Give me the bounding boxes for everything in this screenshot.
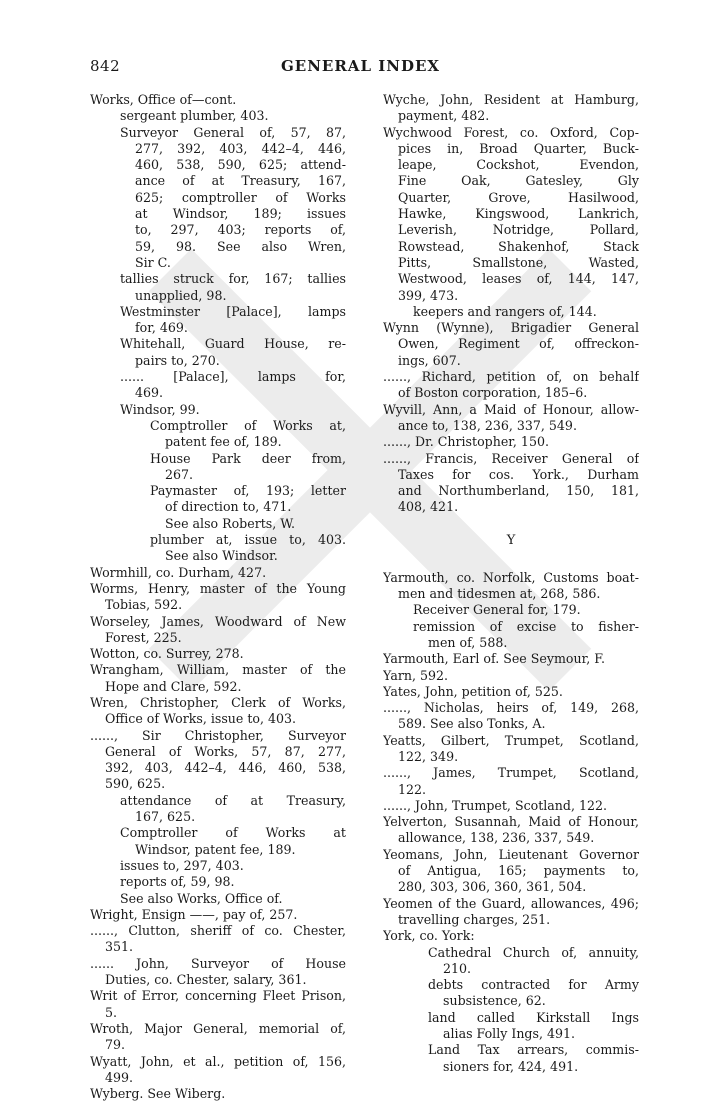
index-line: Surveyor General of, 57, 87, <box>120 124 346 140</box>
index-line: 460, 538, 590, 625; attend- <box>135 157 346 173</box>
index-line: Pitts, Smallstone, Wasted, <box>398 254 639 270</box>
running-title: GENERAL INDEX <box>280 57 441 75</box>
index-line: Wroth, Major General, memorial of, <box>90 1020 346 1036</box>
index-line: ...... [Palace], lamps for, <box>120 369 346 385</box>
index-line: Wotton, co. Surrey, 278. <box>90 646 244 662</box>
index-line: subsistence, 62. <box>443 993 546 1009</box>
section-letter: Y <box>506 532 516 548</box>
index-line: 122. <box>398 781 427 797</box>
index-line: sergeant plumber, 403. <box>120 108 269 124</box>
index-line: men and tidesmen at, 268, 586. <box>398 586 601 602</box>
index-line: of direction to, 471. <box>165 499 292 515</box>
index-line: of Antigua, 165; payments to, <box>398 863 639 879</box>
index-line: Yelverton, Susannah, Maid of Honour, <box>383 814 639 830</box>
index-line: Wychwood Forest, co. Oxford, Cop- <box>383 124 639 140</box>
index-line: to, 297, 403; reports of, <box>135 222 346 238</box>
index-line: 399, 473. <box>398 287 459 303</box>
page-number: 842 <box>90 57 121 75</box>
index-line: ......, Sir Christopher, Surveyor <box>90 727 346 743</box>
index-line: Wren, Christopher, Clerk of Works, <box>90 694 346 710</box>
index-line: Quarter, Grove, Hasilwood, <box>398 189 639 205</box>
index-line: Comptroller of Works at, <box>150 417 346 433</box>
index-line: Windsor, 99. <box>120 401 200 417</box>
index-line: plumber at, issue to, 403. <box>150 532 346 548</box>
index-line: Wright, Ensign ——, pay of, 257. <box>90 906 298 922</box>
index-line: 625; comptroller of Works <box>135 189 346 205</box>
index-line: of Boston corporation, 185–6. <box>398 385 588 401</box>
index-line: at Windsor, 189; issues <box>135 206 346 222</box>
index-line: Hope and Clare, 592. <box>105 678 242 694</box>
index-entries-y <box>383 570 639 1075</box>
index-line: ......, Richard, petition of, on behalf <box>383 369 639 385</box>
index-line: Wyberg. See Wiberg. <box>90 1086 226 1102</box>
index-line: Yeomans, John, Lieutenant Governor <box>383 846 639 862</box>
index-line: Works, Office of—cont. <box>90 92 237 107</box>
index-line: General of Works, 57, 87, 277, <box>105 743 346 759</box>
index-line: Writ of Error, concerning Fleet Prison, <box>90 988 346 1004</box>
index-line: ......, Nicholas, heirs of, 149, 268, <box>383 700 639 716</box>
index-line: Paymaster of, 193; letter <box>150 483 346 499</box>
index-line: 79. <box>105 1037 126 1053</box>
index-line: debts contracted for Army <box>428 977 639 993</box>
index-line: allowance, 138, 236, 337, 549. <box>398 830 595 846</box>
index-line: Yeomen of the Guard, allowances, 496; <box>383 895 639 911</box>
index-line: ance of at Treasury, 167, <box>135 173 346 189</box>
index-line: ......, Francis, Receiver General of <box>383 450 639 466</box>
index-line: 408, 421. <box>398 499 459 515</box>
index-line: ......, Clutton, sheriff of co. Chester, <box>90 923 346 939</box>
index-line: Comptroller of Works at <box>120 825 346 841</box>
index-line: Westminster [Palace], lamps <box>120 303 346 319</box>
index-line: unapplied, 98. <box>135 287 227 303</box>
index-line: patent fee of, 189. <box>165 434 282 450</box>
index-line: House Park deer from, <box>150 450 346 466</box>
index-line: See also Works, Office of. <box>120 890 283 906</box>
index-line: ings, 607. <box>398 352 461 368</box>
index-line: Whitehall, Guard House, re- <box>120 336 346 352</box>
index-line: Forest, 225. <box>105 629 182 645</box>
index-line: 5. <box>105 1004 118 1020</box>
index-line: land called Kirkstall Ings <box>428 1009 639 1025</box>
index-line: 499. <box>105 1069 134 1085</box>
index-line: Office of Works, issue to, 403. <box>105 711 297 727</box>
index-line: payment, 482. <box>398 108 490 124</box>
index-line: Windsor, patent fee, 189. <box>135 841 296 857</box>
index-line: ......, Dr. Christopher, 150. <box>383 434 549 450</box>
index-line: See also Windsor. <box>165 548 278 564</box>
index-line: travelling charges, 251. <box>398 911 551 927</box>
index-line: 589. See also Tonks, A. <box>398 716 546 732</box>
index-line: Leverish, Notridge, Pollard, <box>398 222 639 238</box>
index-line: Cathedral Church of, annuity, <box>428 944 639 960</box>
index-line: 267. <box>165 466 194 482</box>
index-line: and Northumberland, 150, 181, <box>398 483 639 499</box>
index-line: 59, 98. See also Wren, <box>135 238 346 254</box>
index-line: Worseley, James, Woodward of New <box>90 613 346 629</box>
index-line: Tobias, 592. <box>105 597 183 613</box>
index-line: Taxes for cos. York., Durham <box>398 466 639 482</box>
index-line: attendance of at Treasury, <box>120 792 346 808</box>
index-line: Rowstead, Shakenhof, Stack <box>398 238 639 254</box>
index-line: ance to, 138, 236, 337, 549. <box>398 417 577 433</box>
index-column-right <box>383 92 639 1075</box>
index-line: 167, 625. <box>135 809 196 825</box>
index-line: keepers and rangers of, 144. <box>413 303 597 319</box>
index-line: 277, 392, 403, 442–4, 446, <box>135 140 346 156</box>
index-line: Westwood, leases of, 144, 147, <box>398 271 639 287</box>
index-line: ...... John, Surveyor of House <box>90 955 346 971</box>
index-line: for, 469. <box>135 320 188 336</box>
index-line: Owen, Regiment of, offreckon- <box>398 336 639 352</box>
index-line: Yates, John, petition of, 525. <box>383 683 563 699</box>
index-line: tallies struck for, 167; tallies <box>120 271 346 287</box>
index-line: Wrangham, William, master of the <box>90 662 346 678</box>
index-line: leape, Cockshot, Evendon, <box>398 157 639 173</box>
index-line: Land Tax arrears, commis- <box>428 1042 639 1058</box>
index-line: issues to, 297, 403. <box>120 857 244 873</box>
index-line: 122, 349. <box>398 748 459 764</box>
index-line: reports of, 59, 98. <box>120 874 235 890</box>
index-line: Yeatts, Gilbert, Trumpet, Scotland, <box>383 732 639 748</box>
index-line: Yarn, 592. <box>383 667 449 683</box>
index-column-left <box>90 92 346 1102</box>
index-line: See also Roberts, W. <box>165 515 295 531</box>
index-line: ......, James, Trumpet, Scotland, <box>383 765 639 781</box>
index-line: Fine Oak, Gatesley, Gly <box>398 173 639 189</box>
index-line: Yarmouth, co. Norfolk, Customs boat- <box>383 569 639 585</box>
index-line: 351. <box>105 939 134 955</box>
index-line: Sir C. <box>135 254 171 270</box>
index-line: Yarmouth, Earl of. See Seymour, F. <box>383 651 606 667</box>
index-line: York, co. York: <box>383 928 475 944</box>
index-line: 280, 303, 306, 360, 361, 504. <box>398 879 587 895</box>
index-line: Worms, Henry, master of the Young <box>90 580 346 596</box>
index-line: pairs to, 270. <box>135 352 220 368</box>
index-line: Receiver General for, 179. <box>413 602 581 618</box>
index-line: 469. <box>135 385 164 401</box>
index-line: 210. <box>443 960 472 976</box>
index-line: alias Folly Ings, 491. <box>443 1026 576 1042</box>
index-line: ......, John, Trumpet, Scotland, 122. <box>383 797 608 813</box>
index-line: Wormhill, co. Durham, 427. <box>90 564 267 580</box>
index-line: sioners for, 424, 491. <box>443 1058 579 1074</box>
index-line: remission of excise to fisher- <box>413 618 639 634</box>
index-line: Wyvill, Ann, a Maid of Honour, allow- <box>383 401 639 417</box>
index-line: men of, 588. <box>428 634 508 650</box>
index-line: Duties, co. Chester, salary, 361. <box>105 972 307 988</box>
index-line: Hawke, Kingswood, Lankrich, <box>398 206 639 222</box>
index-entries-w <box>383 92 639 516</box>
index-line: Wyatt, John, et al., petition of, 156, <box>90 1053 346 1069</box>
index-line: 590, 625. <box>105 776 166 792</box>
index-line: 392, 403, 442–4, 446, 460, 538, <box>105 760 346 776</box>
index-line: pices in, Broad Quarter, Buck- <box>398 140 639 156</box>
index-line: Wyche, John, Resident at Hamburg, <box>383 92 639 107</box>
index-line: Wynn (Wynne), Brigadier General <box>383 320 639 336</box>
page-header <box>0 57 721 81</box>
